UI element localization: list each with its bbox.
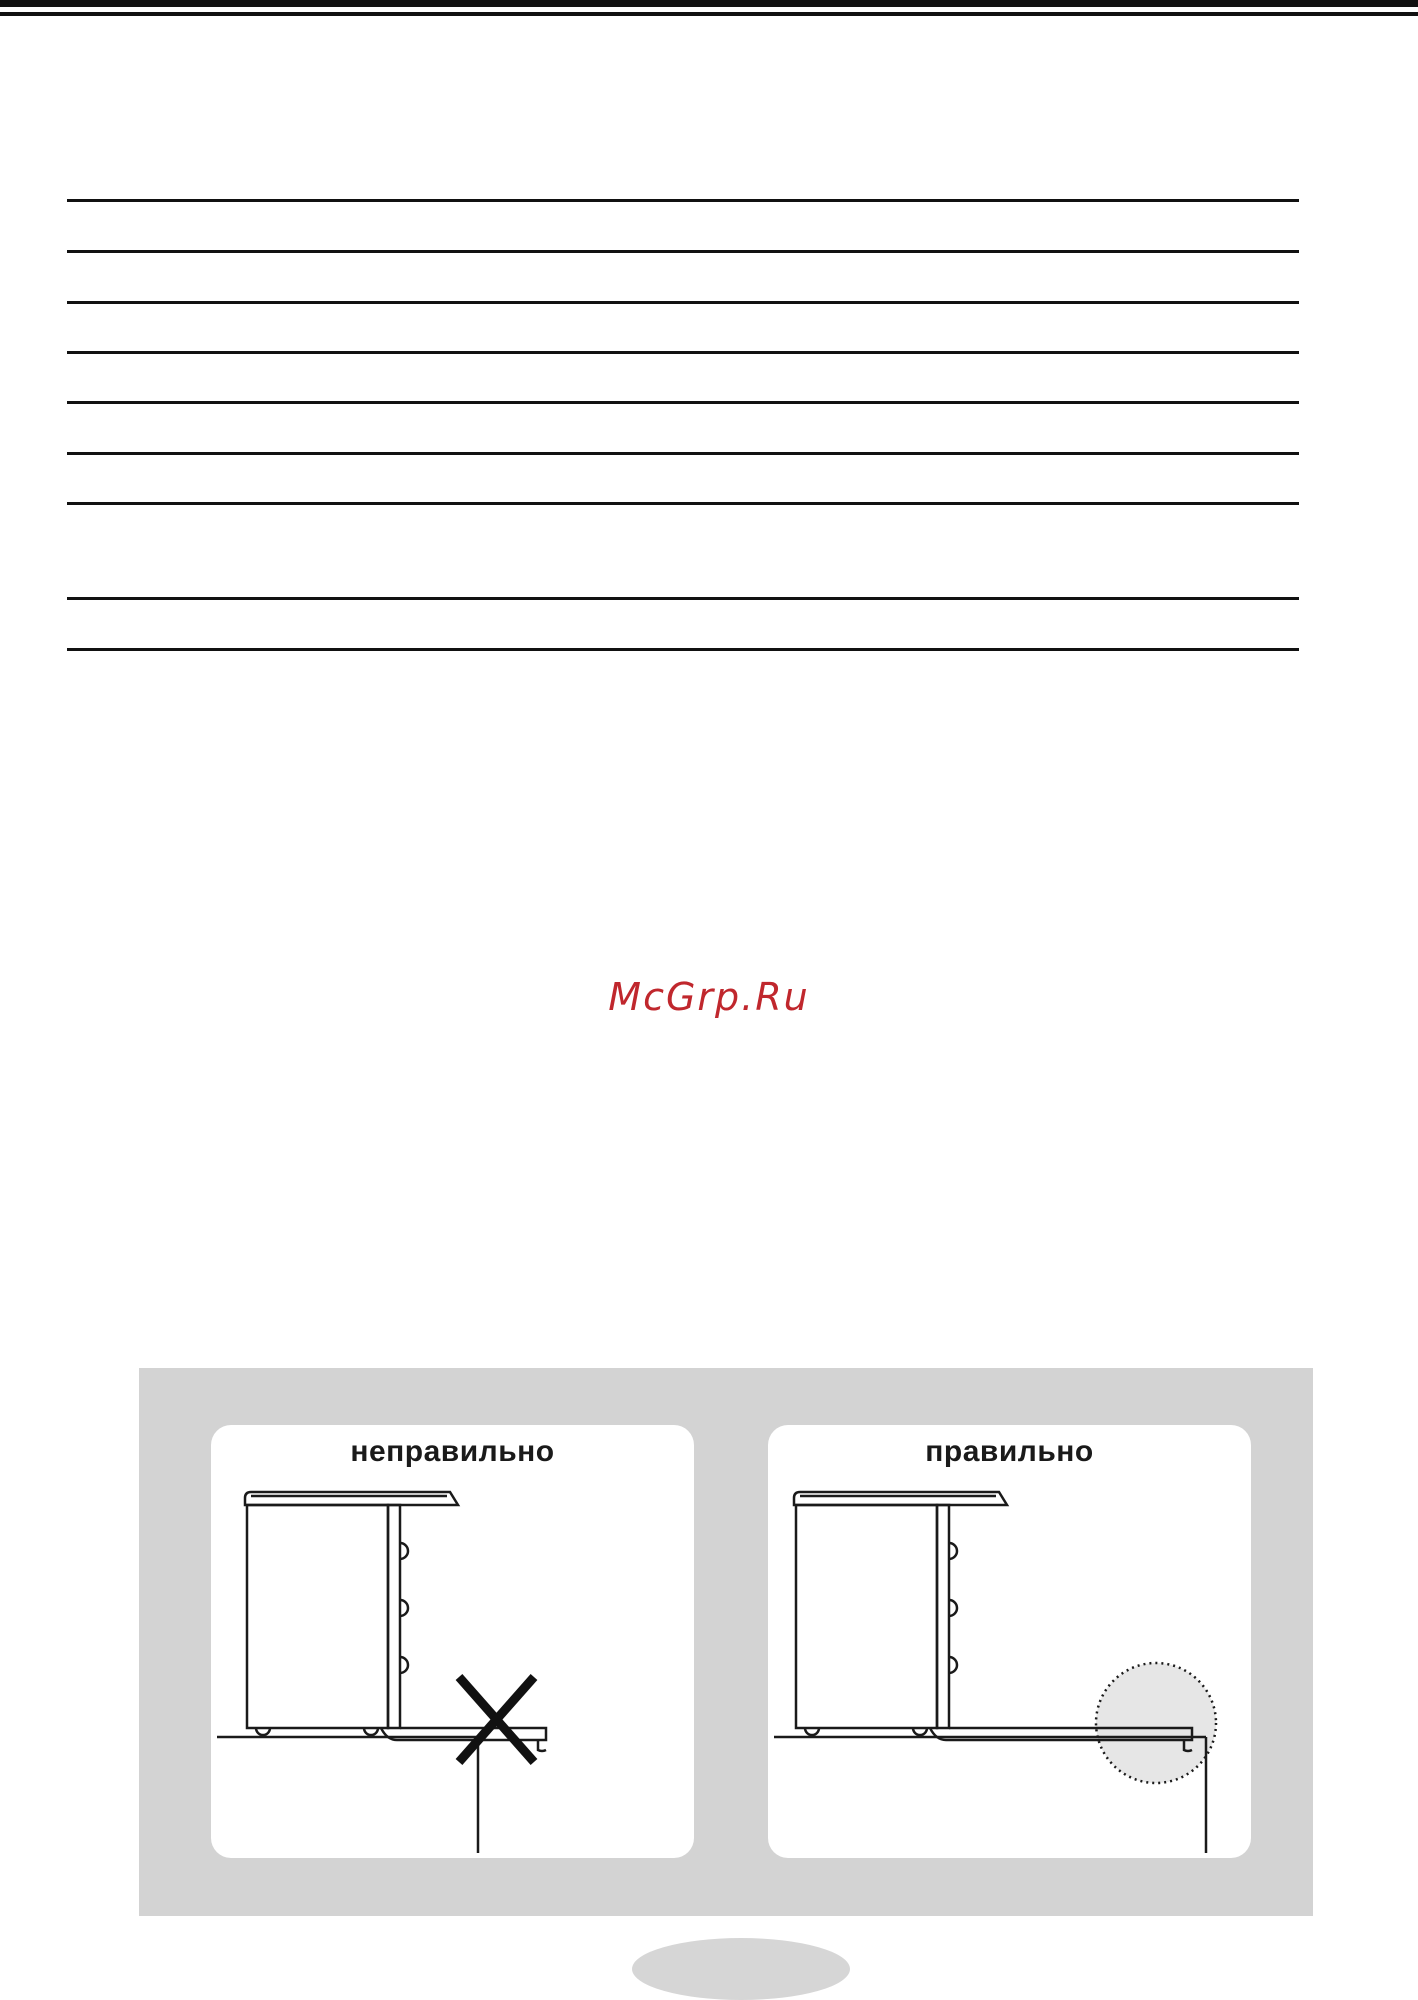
header-rule-thin xyxy=(0,12,1418,16)
table-rule xyxy=(67,648,1299,651)
cross-icon xyxy=(459,1677,534,1762)
table-rule xyxy=(67,250,1299,253)
table-rule xyxy=(67,597,1299,600)
header-rule-thick xyxy=(0,0,1418,7)
table-rule xyxy=(67,502,1299,505)
oven-correct-drawing xyxy=(768,1425,1251,1858)
correct-label: правильно xyxy=(925,1435,1094,1468)
oven-incorrect-drawing xyxy=(211,1425,694,1858)
watermark: McGrp.Ru xyxy=(608,975,810,1019)
table-rule xyxy=(67,301,1299,304)
incorrect-label: неправильно xyxy=(350,1435,555,1468)
table-rule xyxy=(67,452,1299,455)
panel-correct xyxy=(768,1425,1251,1858)
panel-incorrect xyxy=(211,1425,694,1858)
table-rule xyxy=(67,351,1299,354)
page-number-badge xyxy=(632,1938,850,2000)
highlight-circle-icon xyxy=(1096,1663,1216,1783)
table-rule xyxy=(67,401,1299,404)
table-rule xyxy=(67,199,1299,202)
